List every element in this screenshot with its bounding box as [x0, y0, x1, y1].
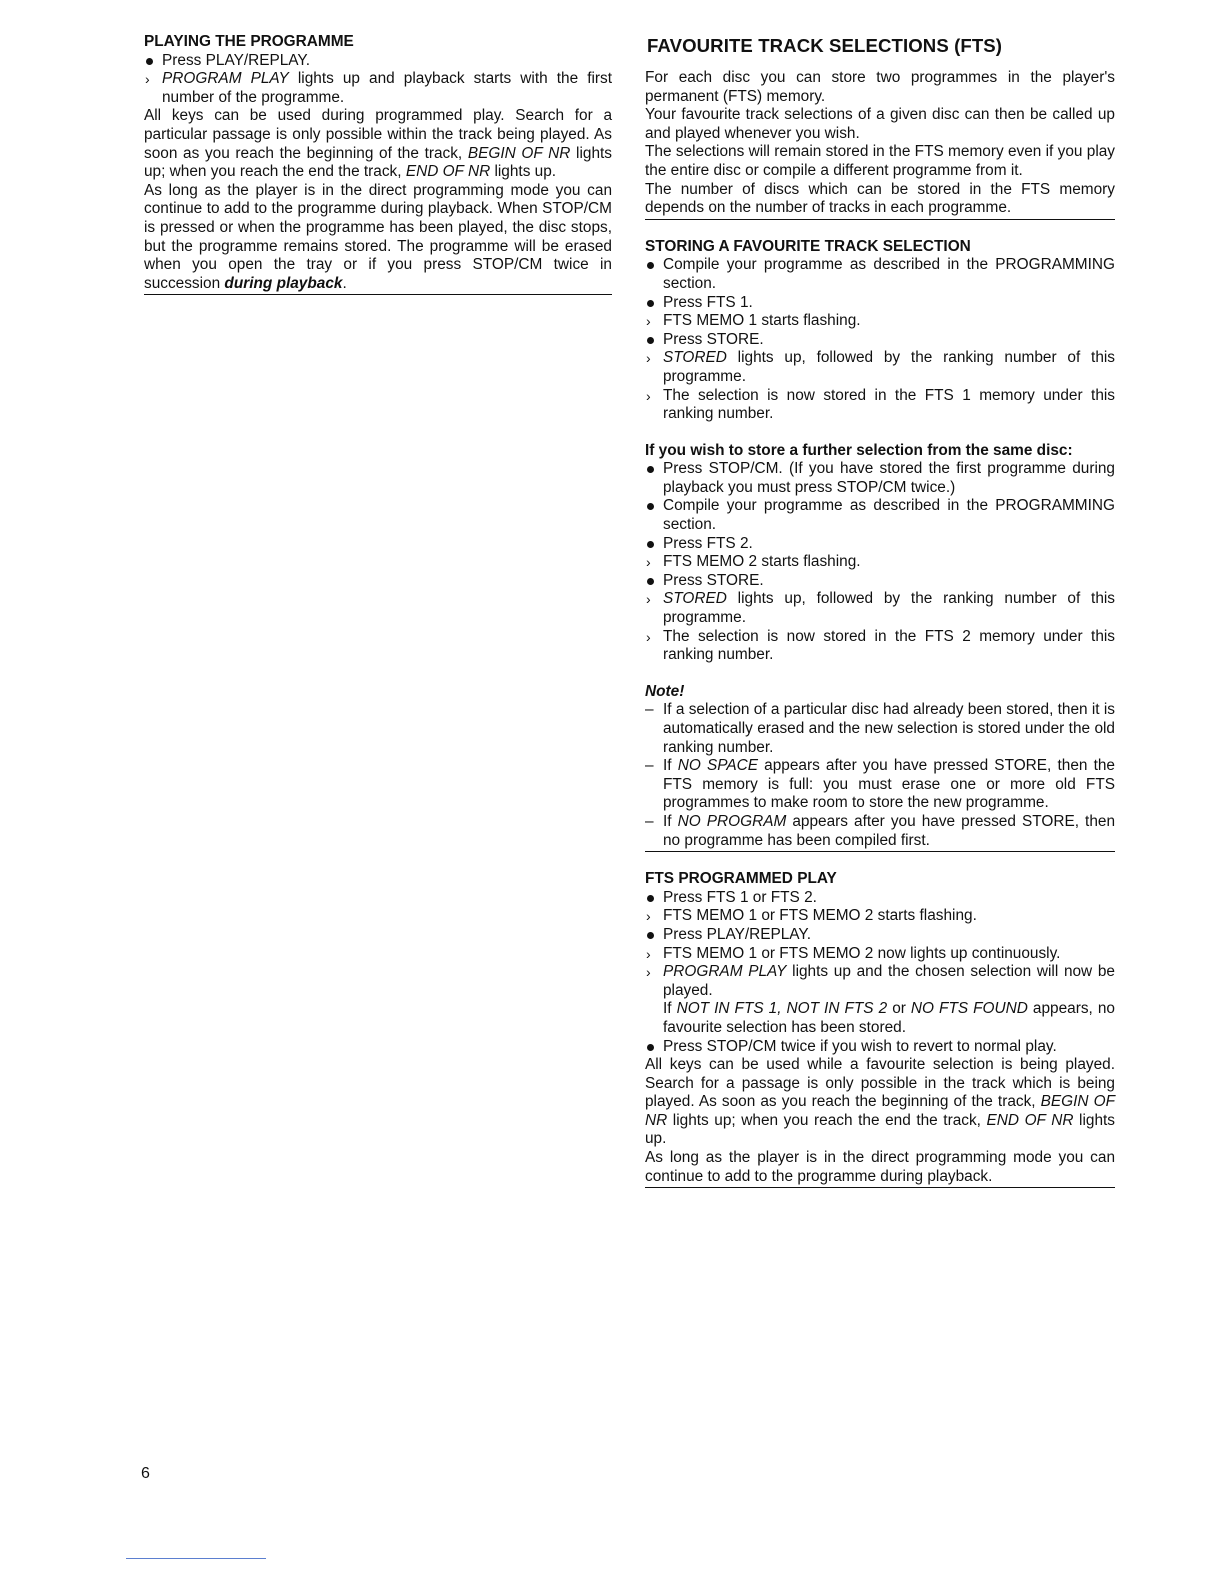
- note-text: appears after you have pressed STORE, then the FTS memory is full: you must erase one or more old FTS programmes to make room to store the new programme.: [663, 757, 1115, 812]
- section-heading-further-selection: If you wish to store a further selection from the same disc:: [645, 441, 1073, 459]
- note-item: [645, 757, 1115, 813]
- list-item: [645, 1038, 1115, 1057]
- instruction-text: Press STORE.: [663, 330, 764, 348]
- intro-paragraph: The number of discs which can be stored in the FTS memory depends on the number of tracks in each programme.: [645, 181, 1115, 220]
- list-item: [144, 52, 612, 71]
- note-heading: Note!: [645, 682, 685, 700]
- dash-icon: –: [645, 812, 654, 830]
- note-text: appears after you have pressed STORE, then no programme has been compiled first.: [663, 812, 1115, 849]
- paragraph-text: All keys can be used while a favourite selection is being played. Search for a passage is only possible in the track which is being played. As soon as you reach the beginning of the track,: [645, 1056, 1115, 1111]
- page-number: 6: [141, 1465, 150, 1482]
- result-text: lights up, followed by the ranking number of this programme.: [663, 349, 1115, 385]
- result-text: FTS MEMO 1 or FTS MEMO 2 now lights up continuously.: [663, 944, 1061, 962]
- result-text: FTS MEMO 1 starts flashing.: [663, 312, 861, 330]
- left-column: [144, 33, 612, 313]
- paragraph: [645, 1056, 1115, 1149]
- intro-paragraph: For each disc you can store two programmes in the player's permanent (FTS) memory.: [645, 69, 1115, 105]
- intro-paragraph: Your favourite track selections of a given disc can then be called up and played whenever you wish.: [645, 106, 1115, 142]
- list-item: [645, 387, 1115, 424]
- bullet-icon: [146, 58, 153, 65]
- list-item: [645, 256, 1115, 293]
- list-item: [645, 294, 1115, 313]
- list-item-continuation: [645, 1000, 1115, 1037]
- result-arrow-icon: ›: [646, 945, 651, 962]
- result-text: appears, no favourite selection has been stored.: [663, 1000, 1115, 1036]
- bullet-icon: [647, 262, 654, 269]
- result-text: lights up, followed by the ranking number of this programme.: [663, 590, 1115, 627]
- result-text: FTS MEMO 1 or FTS MEMO 2 starts flashing.: [663, 907, 977, 925]
- result-text: If: [663, 1000, 677, 1018]
- emphasis-text: during playback: [224, 274, 343, 292]
- list-item: [645, 907, 1115, 926]
- result-text: or: [887, 1000, 911, 1018]
- result-arrow-icon: ›: [646, 591, 651, 608]
- instruction-text: Press PLAY/REPLAY.: [663, 925, 811, 943]
- list-item: [645, 331, 1115, 350]
- bullet-icon: [647, 895, 654, 902]
- note-text: If a selection of a particular disc had already been stored, then it is automatically erased and the new selection is stored under the old ranking number.: [663, 701, 1115, 756]
- result-arrow-icon: ›: [646, 350, 651, 367]
- paragraph-text: lights up.: [645, 1111, 1115, 1148]
- result-text: FTS MEMO 2 starts flashing.: [663, 553, 861, 571]
- list-item: [144, 70, 612, 107]
- intro-paragraph: The selections will remain stored in the FTS memory even if you play the entire disc or compile a different programme from it.: [645, 143, 1115, 179]
- display-message: END OF NR: [405, 163, 491, 181]
- page-title: FAVOURITE TRACK SELECTIONS (FTS): [647, 35, 1003, 56]
- display-message: END OF NR: [986, 1111, 1074, 1129]
- instruction-text: Press FTS 2.: [663, 534, 753, 552]
- result-text: The selection is now stored in the FTS 2 memory under this ranking number.: [663, 627, 1115, 664]
- display-message: PROGRAM PLAY: [162, 70, 289, 88]
- bullet-icon: [647, 541, 654, 548]
- result-arrow-icon: ›: [646, 554, 651, 571]
- list-item: [645, 572, 1115, 591]
- paragraph-text: All keys can be used during programmed play. Search for a particular passage is only possible within the track being played. As soon as you reach the beginning of the track,: [144, 107, 612, 162]
- result-arrow-icon: ›: [646, 313, 651, 330]
- result-arrow-icon: ›: [646, 964, 651, 981]
- list-item: [645, 312, 1115, 331]
- list-item: [645, 945, 1115, 964]
- list-item: [645, 963, 1115, 1000]
- result-text: lights up and the chosen selection will now be played.: [663, 963, 1115, 999]
- list-item: [645, 535, 1115, 554]
- result-arrow-icon: ›: [646, 387, 651, 404]
- display-message: BEGIN OF NR: [467, 144, 571, 162]
- paragraph: As long as the player is in the direct programming mode you can continue to add to the programme during playback.: [645, 1149, 1115, 1188]
- display-message: NO FTS FOUND: [910, 1000, 1028, 1018]
- footer-divider: [126, 1558, 266, 1559]
- right-column: [645, 33, 1115, 1206]
- paragraph-text: As long as the player is in the direct programming mode you can continue to add to the programme during playback. When STOP/CM is pressed or when the programme has been played, the disc stops, but the programme remains stored. The programme will be erased when you open the tray or if you press STOP/CM twice in succession: [144, 181, 612, 292]
- bullet-icon: [647, 337, 654, 344]
- bullet-icon: [647, 1044, 654, 1051]
- result-text: lights up and playback starts with the first number of the programme.: [162, 70, 612, 106]
- instruction-text: Press FTS 1 or FTS 2.: [663, 888, 817, 906]
- list-item: [645, 460, 1115, 497]
- display-message: NOT IN FTS 1, NOT IN FTS 2: [676, 1000, 888, 1018]
- display-message: NO PROGRAM: [677, 812, 787, 830]
- result-arrow-icon: ›: [646, 628, 651, 645]
- bullet-icon: [647, 932, 654, 939]
- result-text: The selection is now stored in the FTS 1 memory under this ranking number.: [663, 386, 1115, 423]
- paragraph-text: .: [342, 274, 347, 292]
- paragraph-text: lights up; when you reach the end the track,: [667, 1111, 987, 1129]
- note-item: [645, 813, 1115, 852]
- bullet-icon: [647, 300, 654, 307]
- list-item: [645, 553, 1115, 572]
- note-text: If: [663, 812, 678, 830]
- list-item: [645, 349, 1115, 386]
- section-heading-fts-play: FTS PROGRAMMED PLAY: [645, 870, 837, 888]
- display-message: BEGIN OF NR: [645, 1093, 1115, 1129]
- instruction-text: Press STOP/CM. (If you have stored the first programme during playback you must press STOP/CM twice.): [663, 460, 1115, 496]
- paragraph-text: lights up.: [490, 163, 557, 181]
- note-item: [645, 701, 1115, 757]
- list-item: [645, 590, 1115, 627]
- instruction-text: Press PLAY/REPLAY.: [162, 51, 310, 69]
- list-item: [645, 497, 1115, 534]
- result-arrow-icon: ›: [145, 71, 150, 88]
- instruction-text: Press STORE.: [663, 571, 764, 589]
- list-item: [645, 889, 1115, 908]
- display-message: STORED: [663, 590, 727, 608]
- paragraph: [144, 107, 612, 181]
- note-text: If: [663, 757, 678, 775]
- list-item: [645, 926, 1115, 945]
- display-message: PROGRAM PLAY: [663, 963, 787, 981]
- result-arrow-icon: ›: [646, 908, 651, 925]
- display-message: NO SPACE: [677, 757, 758, 775]
- section-heading-playing-programme: PLAYING THE PROGRAMME: [144, 33, 354, 50]
- bullet-icon: [647, 578, 654, 585]
- paragraph: [144, 182, 612, 296]
- dash-icon: –: [645, 701, 654, 719]
- list-item: [645, 628, 1115, 665]
- dash-icon: –: [645, 757, 654, 775]
- bullet-icon: [647, 503, 654, 510]
- instruction-text: Compile your programme as described in the PROGRAMMING section.: [663, 497, 1115, 534]
- instruction-text: Press STOP/CM twice if you wish to revert to normal play.: [663, 1037, 1057, 1055]
- bullet-icon: [647, 466, 654, 473]
- display-message: STORED: [663, 349, 727, 367]
- section-heading-storing: STORING A FAVOURITE TRACK SELECTION: [645, 237, 971, 255]
- instruction-text: Press FTS 1.: [663, 293, 753, 311]
- paragraph-text: lights up; when you reach the end the track,: [144, 144, 612, 181]
- instruction-text: Compile your programme as described in the PROGRAMMING section.: [663, 256, 1115, 292]
